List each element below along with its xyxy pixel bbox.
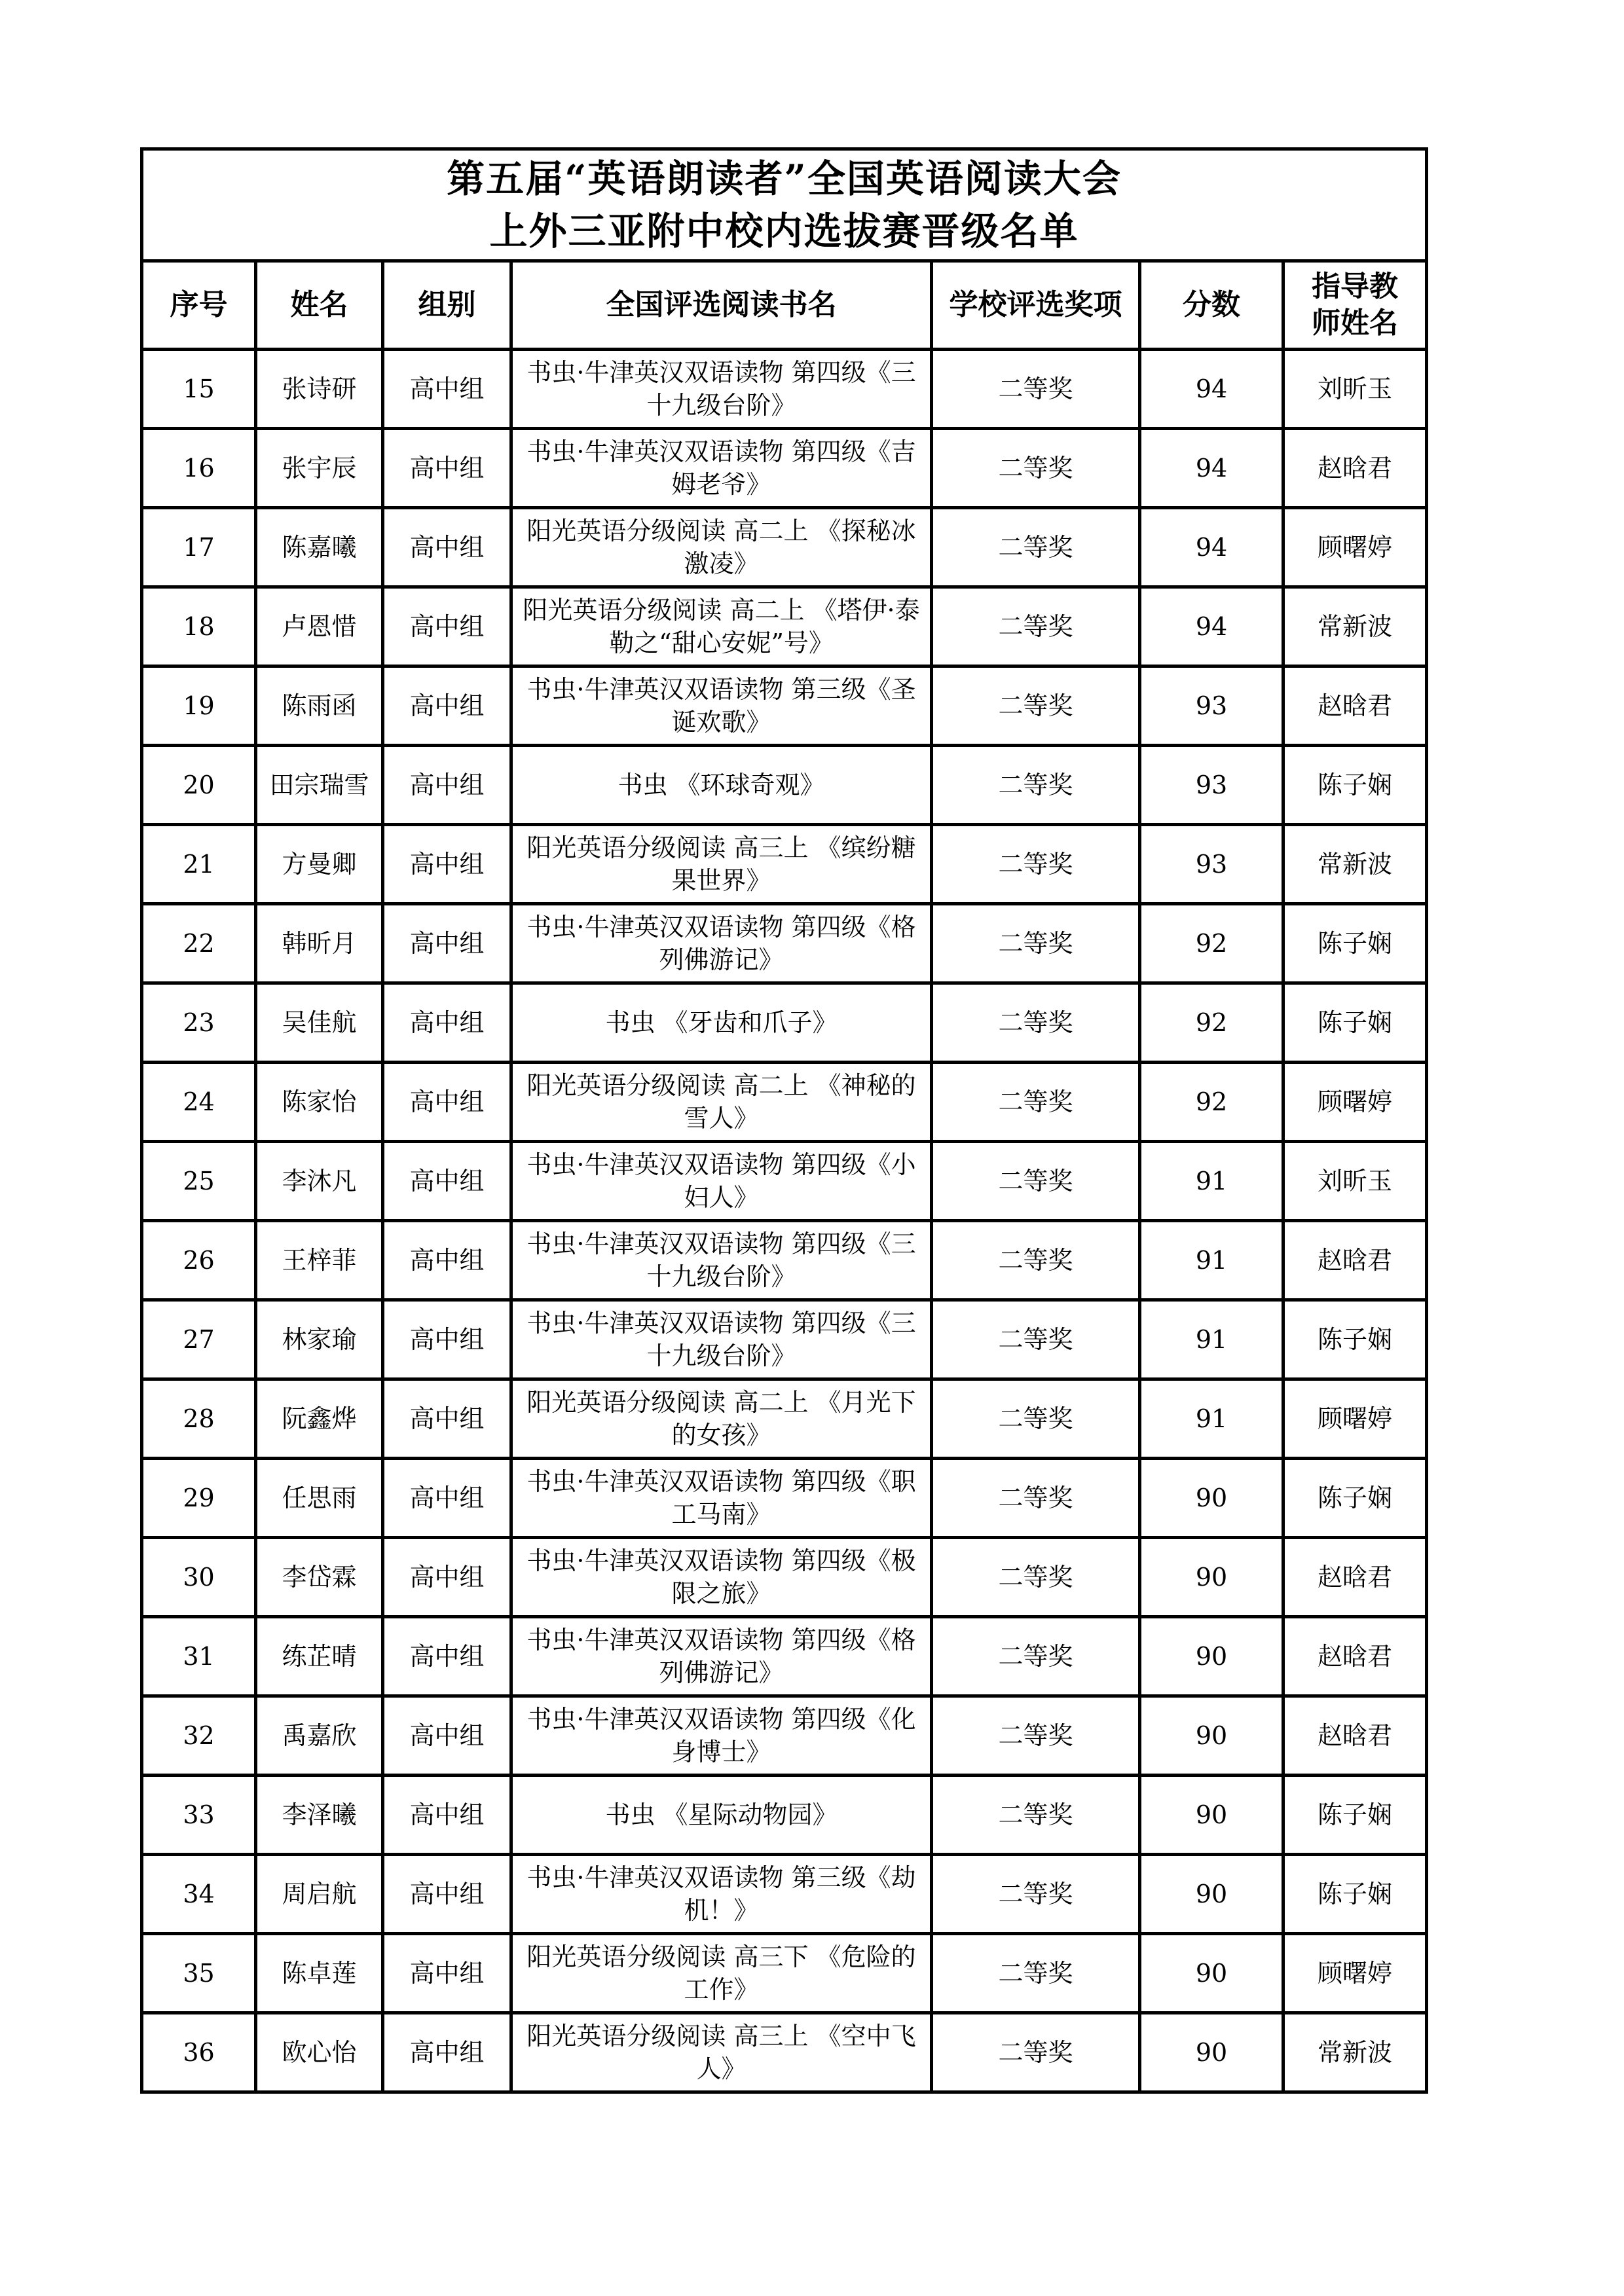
serial-number-cell: 22 <box>142 904 256 983</box>
title-row <box>142 149 1427 261</box>
score-cell: 93 <box>1140 825 1283 904</box>
award-cell: 二等奖 <box>932 1855 1140 1934</box>
book-title-cell: 书虫·牛津英汉双语读物 第三级《劫机！》 <box>511 1855 932 1934</box>
book-title-cell: 书虫·牛津英汉双语读物 第四级《吉姆老爷》 <box>511 429 932 508</box>
book-title-cell: 书虫 《环球奇观》 <box>511 746 932 825</box>
group-cell: 高中组 <box>383 1300 511 1379</box>
score-cell: 91 <box>1140 1142 1283 1221</box>
serial-number-cell: 19 <box>142 666 256 746</box>
group-cell: 高中组 <box>383 1538 511 1617</box>
award-cell: 二等奖 <box>932 1696 1140 1776</box>
title-line-1: 第五届“英语朗读者”全国英语阅读大会 <box>447 156 1122 201</box>
serial-number-cell: 34 <box>142 1855 256 1934</box>
table-row <box>142 983 1427 1063</box>
student-name-cell: 阮鑫烨 <box>256 1379 383 1459</box>
header-name: 姓名 <box>256 261 383 350</box>
serial-number-cell: 18 <box>142 587 256 666</box>
student-name-cell: 任思雨 <box>256 1459 383 1538</box>
serial-number-cell: 20 <box>142 746 256 825</box>
teacher-name-cell: 刘昕玉 <box>1283 350 1427 429</box>
serial-number-cell: 17 <box>142 508 256 587</box>
book-title-cell: 书虫·牛津英汉双语读物 第四级《小妇人》 <box>511 1142 932 1221</box>
award-cell: 二等奖 <box>932 1538 1140 1617</box>
serial-number-cell: 24 <box>142 1063 256 1142</box>
student-name-cell: 陈卓莲 <box>256 1934 383 2013</box>
group-cell: 高中组 <box>383 1776 511 1855</box>
teacher-name-cell: 刘昕玉 <box>1283 1142 1427 1221</box>
student-name-cell: 李岱霖 <box>256 1538 383 1617</box>
serial-number-cell: 27 <box>142 1300 256 1379</box>
book-title-cell: 书虫 《星际动物园》 <box>511 1776 932 1855</box>
group-cell: 高中组 <box>383 983 511 1063</box>
group-cell: 高中组 <box>383 508 511 587</box>
award-cell: 二等奖 <box>932 587 1140 666</box>
header-score: 分数 <box>1140 261 1283 350</box>
award-cell: 二等奖 <box>932 1934 1140 2013</box>
qualifier-list-table <box>140 147 1428 2094</box>
student-name-cell: 欧心怡 <box>256 2013 383 2092</box>
student-name-cell: 卢恩惜 <box>256 587 383 666</box>
header-teacher: 指导教师姓名 <box>1283 261 1427 350</box>
teacher-name-cell: 赵晗君 <box>1283 1696 1427 1776</box>
student-name-cell: 张诗研 <box>256 350 383 429</box>
award-cell: 二等奖 <box>932 1300 1140 1379</box>
group-cell: 高中组 <box>383 1855 511 1934</box>
serial-number-cell: 35 <box>142 1934 256 2013</box>
table-row <box>142 746 1427 825</box>
teacher-name-cell: 常新波 <box>1283 825 1427 904</box>
group-cell: 高中组 <box>383 1142 511 1221</box>
table-row <box>142 508 1427 587</box>
serial-number-cell: 30 <box>142 1538 256 1617</box>
award-cell: 二等奖 <box>932 1379 1140 1459</box>
group-cell: 高中组 <box>383 1063 511 1142</box>
score-cell: 90 <box>1140 1696 1283 1776</box>
book-title-cell: 书虫·牛津英汉双语读物 第四级《极限之旅》 <box>511 1538 932 1617</box>
book-title-cell: 阳光英语分级阅读 高二上 《探秘冰激凌》 <box>511 508 932 587</box>
table-row <box>142 350 1427 429</box>
serial-number-cell: 32 <box>142 1696 256 1776</box>
score-cell: 92 <box>1140 904 1283 983</box>
group-cell: 高中组 <box>383 825 511 904</box>
award-cell: 二等奖 <box>932 1063 1140 1142</box>
document-title <box>142 149 1427 261</box>
book-title-cell: 书虫·牛津英汉双语读物 第四级《化身博士》 <box>511 1696 932 1776</box>
teacher-name-cell: 陈子娴 <box>1283 1459 1427 1538</box>
table-row <box>142 1538 1427 1617</box>
award-cell: 二等奖 <box>932 1221 1140 1300</box>
book-title-cell: 书虫·牛津英汉双语读物 第四级《三十九级台阶》 <box>511 1221 932 1300</box>
group-cell: 高中组 <box>383 904 511 983</box>
serial-number-cell: 26 <box>142 1221 256 1300</box>
award-cell: 二等奖 <box>932 2013 1140 2092</box>
score-cell: 94 <box>1140 350 1283 429</box>
table-row <box>142 1776 1427 1855</box>
serial-number-cell: 23 <box>142 983 256 1063</box>
teacher-name-cell: 陈子娴 <box>1283 1776 1427 1855</box>
group-cell: 高中组 <box>383 1379 511 1459</box>
teacher-name-cell: 陈子娴 <box>1283 746 1427 825</box>
teacher-name-cell: 常新波 <box>1283 587 1427 666</box>
award-cell: 二等奖 <box>932 904 1140 983</box>
score-cell: 90 <box>1140 2013 1283 2092</box>
teacher-name-cell: 陈子娴 <box>1283 1300 1427 1379</box>
group-cell: 高中组 <box>383 429 511 508</box>
teacher-name-cell: 赵晗君 <box>1283 1538 1427 1617</box>
teacher-name-cell: 顾曙婷 <box>1283 1379 1427 1459</box>
serial-number-cell: 31 <box>142 1617 256 1696</box>
award-cell: 二等奖 <box>932 825 1140 904</box>
student-name-cell: 方曼卿 <box>256 825 383 904</box>
table-row <box>142 825 1427 904</box>
teacher-name-cell: 赵晗君 <box>1283 1617 1427 1696</box>
book-title-cell: 阳光英语分级阅读 高二上 《月光下的女孩》 <box>511 1379 932 1459</box>
teacher-name-cell: 陈子娴 <box>1283 983 1427 1063</box>
serial-number-cell: 16 <box>142 429 256 508</box>
group-cell: 高中组 <box>383 350 511 429</box>
book-title-cell: 书虫·牛津英汉双语读物 第四级《格列佛游记》 <box>511 1617 932 1696</box>
score-cell: 91 <box>1140 1221 1283 1300</box>
student-name-cell: 李泽曦 <box>256 1776 383 1855</box>
book-title-cell: 阳光英语分级阅读 高二上 《塔伊·泰勒之“甜心安妮”号》 <box>511 587 932 666</box>
table-row <box>142 429 1427 508</box>
student-name-cell: 田宗瑞雪 <box>256 746 383 825</box>
table-row <box>142 666 1427 746</box>
student-name-cell: 王梓菲 <box>256 1221 383 1300</box>
serial-number-cell: 33 <box>142 1776 256 1855</box>
score-cell: 94 <box>1140 429 1283 508</box>
table-row <box>142 1379 1427 1459</box>
serial-number-cell: 15 <box>142 350 256 429</box>
score-cell: 91 <box>1140 1300 1283 1379</box>
award-cell: 二等奖 <box>932 1776 1140 1855</box>
teacher-name-cell: 陈子娴 <box>1283 904 1427 983</box>
table-row <box>142 1459 1427 1538</box>
student-name-cell: 张宇辰 <box>256 429 383 508</box>
header-award: 学校评选奖项 <box>932 261 1140 350</box>
table-row <box>142 1063 1427 1142</box>
group-cell: 高中组 <box>383 1934 511 2013</box>
header-book: 全国评选阅读书名 <box>511 261 932 350</box>
teacher-name-cell: 赵晗君 <box>1283 1221 1427 1300</box>
award-cell: 二等奖 <box>932 746 1140 825</box>
score-cell: 90 <box>1140 1617 1283 1696</box>
table-row <box>142 2013 1427 2092</box>
teacher-name-cell: 顾曙婷 <box>1283 1063 1427 1142</box>
book-title-cell: 书虫·牛津英汉双语读物 第四级《职工马南》 <box>511 1459 932 1538</box>
group-cell: 高中组 <box>383 1459 511 1538</box>
table-row <box>142 587 1427 666</box>
score-cell: 90 <box>1140 1538 1283 1617</box>
student-name-cell: 陈雨函 <box>256 666 383 746</box>
table-row <box>142 1221 1427 1300</box>
book-title-cell: 阳光英语分级阅读 高三下 《危险的工作》 <box>511 1934 932 2013</box>
table-row <box>142 1855 1427 1934</box>
book-title-cell: 书虫 《牙齿和爪子》 <box>511 983 932 1063</box>
book-title-cell: 书虫·牛津英汉双语读物 第三级《圣诞欢歌》 <box>511 666 932 746</box>
award-cell: 二等奖 <box>932 429 1140 508</box>
score-cell: 93 <box>1140 666 1283 746</box>
book-title-cell: 书虫·牛津英汉双语读物 第四级《三十九级台阶》 <box>511 1300 932 1379</box>
teacher-name-cell: 顾曙婷 <box>1283 1934 1427 2013</box>
award-cell: 二等奖 <box>932 1459 1140 1538</box>
title-line-2: 上外三亚附中校内选拔赛晋级名单 <box>489 209 1079 253</box>
score-cell: 91 <box>1140 1379 1283 1459</box>
student-name-cell: 周启航 <box>256 1855 383 1934</box>
award-cell: 二等奖 <box>932 350 1140 429</box>
book-title-cell: 书虫·牛津英汉双语读物 第四级《格列佛游记》 <box>511 904 932 983</box>
student-name-cell: 练芷晴 <box>256 1617 383 1696</box>
teacher-name-cell: 赵晗君 <box>1283 666 1427 746</box>
serial-number-cell: 28 <box>142 1379 256 1459</box>
teacher-name-cell: 赵晗君 <box>1283 429 1427 508</box>
student-name-cell: 林家瑜 <box>256 1300 383 1379</box>
teacher-name-cell: 常新波 <box>1283 2013 1427 2092</box>
group-cell: 高中组 <box>383 1696 511 1776</box>
book-title-cell: 阳光英语分级阅读 高三上 《缤纷糖果世界》 <box>511 825 932 904</box>
award-cell: 二等奖 <box>932 508 1140 587</box>
table-row <box>142 1934 1427 2013</box>
table-row <box>142 1617 1427 1696</box>
table-row <box>142 1300 1427 1379</box>
award-cell: 二等奖 <box>932 1142 1140 1221</box>
header-group: 组别 <box>383 261 511 350</box>
award-cell: 二等奖 <box>932 983 1140 1063</box>
group-cell: 高中组 <box>383 587 511 666</box>
score-cell: 94 <box>1140 508 1283 587</box>
award-cell: 二等奖 <box>932 1617 1140 1696</box>
table-row <box>142 1696 1427 1776</box>
score-cell: 93 <box>1140 746 1283 825</box>
group-cell: 高中组 <box>383 2013 511 2092</box>
student-name-cell: 李沐凡 <box>256 1142 383 1221</box>
teacher-name-cell: 顾曙婷 <box>1283 508 1427 587</box>
serial-number-cell: 36 <box>142 2013 256 2092</box>
book-title-cell: 阳光英语分级阅读 高三上 《空中飞人》 <box>511 2013 932 2092</box>
serial-number-cell: 25 <box>142 1142 256 1221</box>
serial-number-cell: 29 <box>142 1459 256 1538</box>
book-title-cell: 阳光英语分级阅读 高二上 《神秘的雪人》 <box>511 1063 932 1142</box>
header-row <box>142 261 1427 350</box>
score-cell: 90 <box>1140 1934 1283 2013</box>
score-cell: 90 <box>1140 1776 1283 1855</box>
book-title-cell: 书虫·牛津英汉双语读物 第四级《三十九级台阶》 <box>511 350 932 429</box>
table-row <box>142 1142 1427 1221</box>
student-name-cell: 禹嘉欣 <box>256 1696 383 1776</box>
group-cell: 高中组 <box>383 1221 511 1300</box>
student-name-cell: 陈嘉曦 <box>256 508 383 587</box>
table-row <box>142 904 1427 983</box>
student-name-cell: 吴佳航 <box>256 983 383 1063</box>
serial-number-cell: 21 <box>142 825 256 904</box>
teacher-name-cell: 陈子娴 <box>1283 1855 1427 1934</box>
score-cell: 90 <box>1140 1459 1283 1538</box>
student-name-cell: 韩昕月 <box>256 904 383 983</box>
score-cell: 92 <box>1140 983 1283 1063</box>
award-cell: 二等奖 <box>932 666 1140 746</box>
student-name-cell: 陈家怡 <box>256 1063 383 1142</box>
score-cell: 90 <box>1140 1855 1283 1934</box>
header-no: 序号 <box>142 261 256 350</box>
score-cell: 92 <box>1140 1063 1283 1142</box>
score-cell: 94 <box>1140 587 1283 666</box>
group-cell: 高中组 <box>383 746 511 825</box>
group-cell: 高中组 <box>383 666 511 746</box>
group-cell: 高中组 <box>383 1617 511 1696</box>
